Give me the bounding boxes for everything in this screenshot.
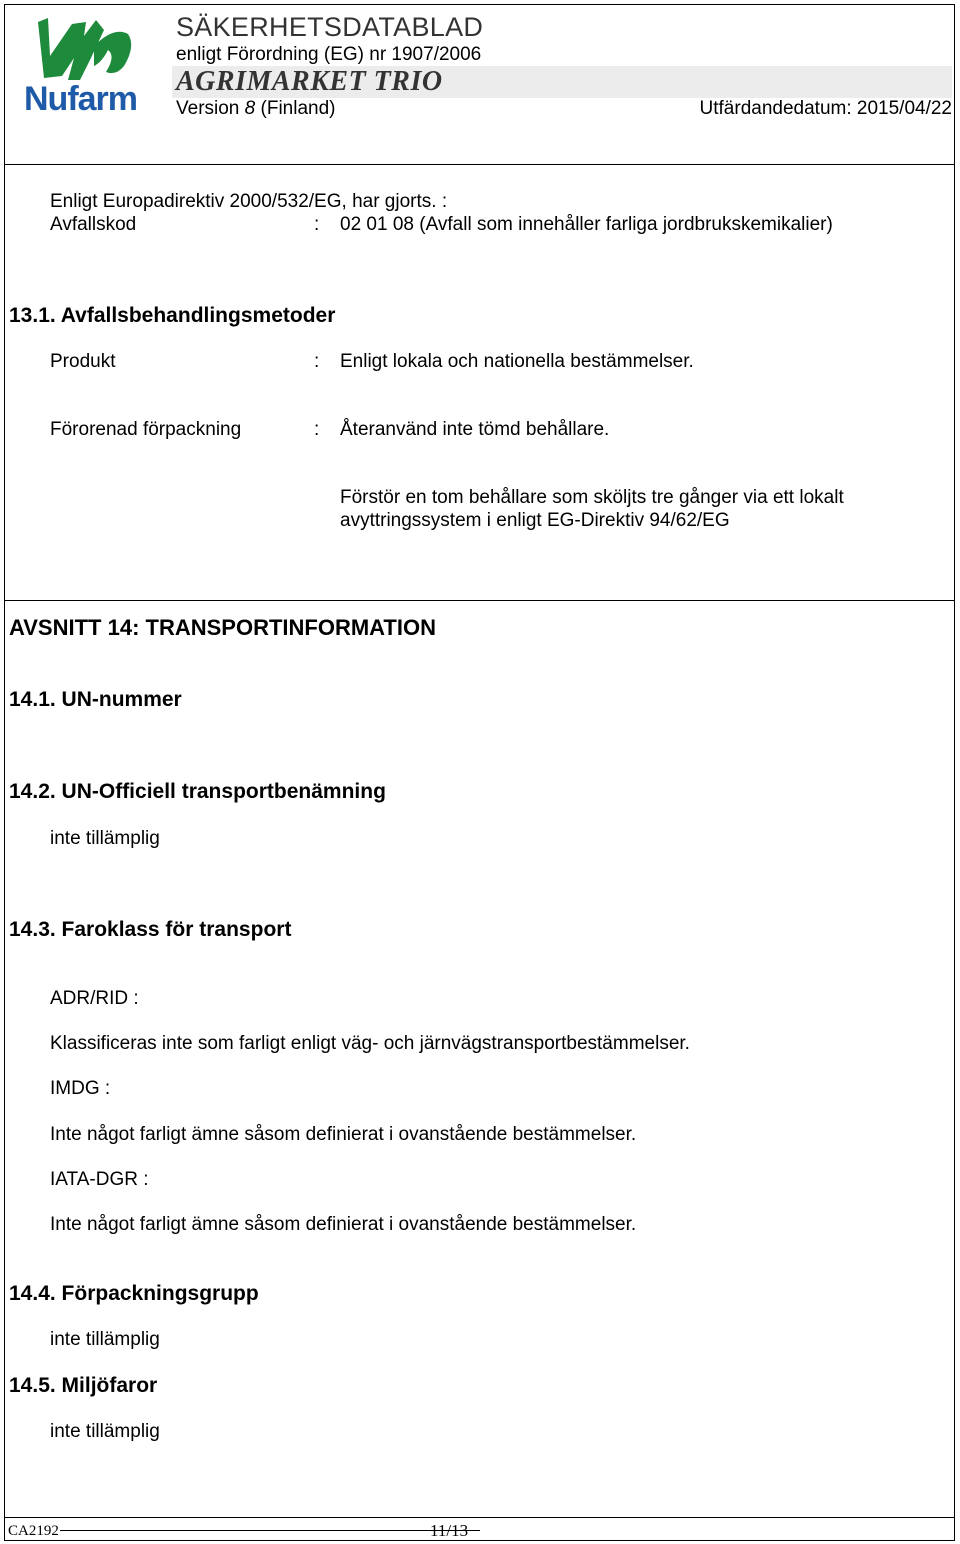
value-14-2: inte tillämplig (50, 828, 160, 849)
product-label: Produkt (50, 351, 116, 372)
product-value: Enligt lokala och nationella bestämmelser. (340, 351, 694, 372)
packaging-label: Förorenad förpackning (50, 419, 242, 440)
regulation-text: enligt Förordning (EG) nr 1907/2006 (176, 44, 482, 65)
nufarm-logo (24, 16, 150, 118)
value-14-4: inte tillämplig (50, 1329, 160, 1350)
header-divider (4, 164, 955, 165)
version-info (176, 98, 336, 120)
footer (4, 1517, 955, 1541)
iata-label: IATA-DGR : (50, 1169, 149, 1190)
section-14-heading: AVSNITT 14: TRANSPORTINFORMATION (9, 615, 436, 640)
packaging-value-2a: Förstör en tom behållare som sköljts tre gånger via ett lokalt (340, 487, 844, 508)
document-title: SÄKERHETSDATABLAD (176, 12, 484, 42)
product-name: AGRIMARKET TRIO (176, 66, 443, 97)
heading-14-3: 14.3. Faroklass för transport (9, 918, 292, 941)
heading-13-1: 13.1. Avfallsbehandlingsmetoder (9, 304, 336, 327)
product-colon: : (314, 351, 320, 372)
waste-code-label: Avfallskod (50, 214, 137, 235)
nufarm-logo-text: Nufarm (24, 80, 138, 118)
section-divider (4, 600, 955, 601)
version-country: (Finland) (260, 98, 336, 119)
adr-label: ADR/RID : (50, 988, 139, 1009)
page-number-underline (60, 1530, 480, 1531)
packaging-colon: : (314, 419, 320, 440)
packaging-value: Återanvänd inte tömd behållare. (340, 419, 610, 440)
waste-code-colon: : (314, 214, 320, 235)
version-number: 8 (244, 98, 256, 119)
imdg-value: Inte något farligt ämne såsom definierat i ovanstående bestämmelser. (50, 1124, 637, 1145)
value-14-5: inte tillämplig (50, 1421, 160, 1442)
heading-14-4: 14.4. Förpackningsgrupp (9, 1282, 259, 1305)
imdg-label: IMDG : (50, 1078, 111, 1099)
product-code: CA2192 (8, 1523, 59, 1539)
issue-date: Utfärdandedatum: 2015/04/22 (699, 98, 952, 119)
version-label: Version (176, 98, 240, 119)
heading-14-5: 14.5. Miljöfaror (9, 1374, 158, 1397)
heading-14-1: 14.1. UN-nummer (9, 688, 182, 711)
iata-value: Inte något farligt ämne såsom definierat i ovanstående bestämmelser. (50, 1214, 637, 1235)
waste-code-value: 02 01 08 (Avfall som innehåller farliga jordbrukskemikalier) (340, 214, 833, 235)
heading-14-2: 14.2. UN-Officiell transportbenämning (9, 780, 386, 803)
packaging-value-2b: avyttringssystem i enligt EG-Direktiv 94/62/EG (340, 510, 730, 531)
page-number: 11/13 (430, 1521, 469, 1540)
adr-value: Klassificeras inte som farligt enligt väg- och järnvägstransportbestämmelser. (50, 1033, 690, 1054)
directive-line: Enligt Europadirektiv 2000/532/EG, har gjorts. : (50, 191, 448, 212)
